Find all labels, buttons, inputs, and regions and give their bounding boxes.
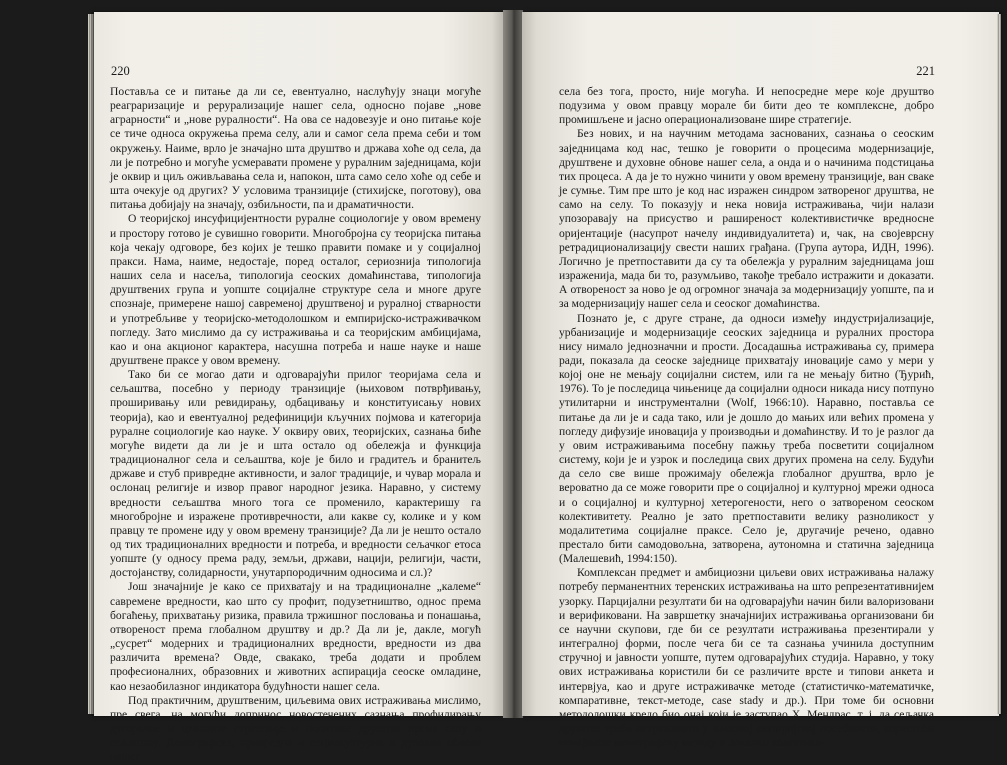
- paragraph: Познато је, с друге стране, да односи између индустријализације, урбанизације и модернизације сеоских заједница и руралних простора нису нимало једнозначни и прости. Досадашња истраживања су, примера ради, показала да сеоске заједнице прихватају иновације само у мери у којој оне не мењају социјални систем, или га не мењају битно (Ђурић, 1976). То је последица чињенице да социјални односи никада нису потпуно утилитарни и инструментални (Wolf, 1966:10). Наравно, поставља се питање да ли је и сада тако, или је дошло до мањих или већих промена у погледу дифузије иновација у производњи и домаћинству. И то је разлог да у овим истраживањима посебну пажњу треба посветити социјалном систему, који је и узрок и последица свих других промена на селу. Будући да село све више прожимају обележја глобалног друштва, врло је вероватно да се може говорити пре о социјалној и културној мрежи односа и о социјалној и културној хетерогености, него о затвореном сеоском колективитету. Реално је зато претпоставити велику разноликост у модалитетима социјалне праксе. Село је, другачије речено, одавно престало бити самодовољна, затворена, аутономна и статична заједница (Малешевић, 1994:150).: [559, 311, 934, 566]
- page-number: 221: [916, 64, 935, 78]
- paragraph: Још значајније је како се прихватају и на традиционалне „калеме“ савремене вредности, као што су профит, подузетништво, однос према богаћењу, прихватању ризика, правила тржишног пословања и понашања, отвореност према глобалном друштву и др.? Да ли је, дакле, могућ „сусрет“ модерних и традиционалних вредности, вредности из два различита времена? Овде, свакако, треба додати и проблем професионалних, образовних и животних аспирација сеоске омладине, као незаобилазног индикатора будућности нашег села.: [110, 580, 481, 693]
- paragraph: Без нових, и на научним методама заснованих, сазнања о сеоским заједницама код нас, тешко је говорити о процесима модернизације, друштвене и духовне обнове нашег села, а онда и о начинима подстицања тих процеса. А да је то нужно чинити у овом времену транзиције, ван сваке је сумње. Тим пре што је код нас изражен синдром затвореног друштва, не само на селу. То показују и нека новија истраживања, чији налази упозоравају на присуство и раширеност колективистичке вредносне оријентације (насупрот начелу индивидуалитета) и, чак, на својеврсну ретрадиционализацију свести наших грађана. (Група аутора, ИДН, 1996). Логично је претпоставити да су та обележја у руралним заједницама још израженија, мада би то, разумљиво, такође требало истражити и доказати. А отвореност за ново је од огромног значаја за модернизацију уопште, па и за модернизацију нашег села и сеоског домаћинства.: [559, 127, 934, 311]
- paragraph: Постављa се и питање да ли се, евентуално, наслућују знаци могуће реаграризације и рерурализације нашег села, односно појаве „нове аграрности“ и „нове руралности“. На ова се надовезује и оно питање које се тиче односа окружења према селу, али и самог села према себи и том окружењу. Наиме, врло је значајно шта друштво и држава хоће од села, да ли је потребно и могуће усмеравати промене у руралним заједницама, који је оквир и циљ оживљавања села и, напокон, шта само село хоће од себе и шта очекује од других? У условима транзиције (стихијске, поготову), ова питања добијају на значају, озбиљности, па и драматичности.: [110, 85, 481, 212]
- paragraph: О теоријској инсуфицијентности руралне социологије у овом времену и простору готово је сувишно говорити. Многобројна су теоријска питања која чекају одговоре, без којих је тешко правити помаке и у социјалној пракси. Нама, наиме, недостаје, поред осталог, сериозниja типологија наших села и насеља, типологија сеоских домаћинстава, типологија друштвених група и уопште социјалне структуре села и многе друге спознаје, примерене нашој савременој друштвеној и руралној стварности и употребљиве у теоријско-методолошком и емпиријско-истраживачком погледу. Зато мислимо да су истраживања и са теоријским амбицијама, као и она акционог карактера, насушна потреба и наше науке и наше друштвене праксе у овом времену.: [110, 212, 481, 367]
- page-number: 220: [111, 64, 130, 78]
- paragraph: села без тога, просто, није могућа. И непосредне мере које друштво подузима у овом правцу морале би бити део те комплексне, добро промишљене и јасно операционализоване шире стратегије.: [559, 85, 934, 127]
- paragraph: Комплексан предмет и амбициозни циљеви ових истраживања налажу потребу перманентних теренских истраживања на што репрезентативнијем узорку. Парцијални резултати би на одговарајући начин били валоризовани и верификовани. На завршетку значајнијих истраживања организовани би се научни скупови, где би се резултати истраживања презентирали у интегралној форми, после чега би се та сазнања учинила доступним стручној и јавности уопште, путем одговарајућих студија. Наравно, у току ових истраживања користили би се различите врсте и типови анкета и интервјуа, као и друге истраживачке методе (статистичко-математичке, компаративне, текст-методе, case stady и др.). При томе би основни методолошки кредо био онај који је заступао Х. Мендрас, т. ј. да сељачка друштва треба истраживати у њиховој емпиријској посебности, користећи понајвише монографску методу и локални колективи-: [559, 566, 934, 750]
- paragraph: Тако би се могао дати и одговарајући прилог теоријама села и сељаштва, посебно у периоду транзиције (њиховом потврђивању, проширивању или ревидирању, одбацивању и конституисању нових теорија), као и евентуалној редефиницији кључних појмова и категорија руралне социологије као науке. У оквиру ових, теоријских, сазнања биће могуће видети да ли је и шта остало од обележја и функција традиционалног села и сељаштва, које је било и градитељ и бранитељ државе и стуб привредне активности, и залог традиције, и чувар морала и ослонац религије и извор правог народног језика. Наравно, у систему вредности сељаштва много тога се променило, карактеришу га многобројне и изражене противречности, али какве су, колике и у ком правцу те промене иду у овом времену транзиције? Да ли је нешто остало од тих традиционалних вредности и потреба, и вредности сељачког етоса уопште (у односу према раду, земљи, држави, нацији, религији, части, достојанству, солидарности, унутарпородичним односима и сл.)?: [110, 368, 481, 580]
- right-page: [522, 12, 999, 750]
- book-gutter: [503, 10, 523, 718]
- left-page: [94, 12, 504, 764]
- paragraph: Под практичним, друштвеним, циљевима ових истраживања мислимо, пре свега, на могући допринос новостечених сазнања профилирању дугорочне и целовите стратегије и политике друштва према селу и сељаштву. Демографска, привредна и социокултурна и духовна обнова нашег: [110, 693, 481, 764]
- page-body: [559, 85, 934, 750]
- page-body: [110, 85, 481, 765]
- right-page-edges: [997, 14, 1001, 714]
